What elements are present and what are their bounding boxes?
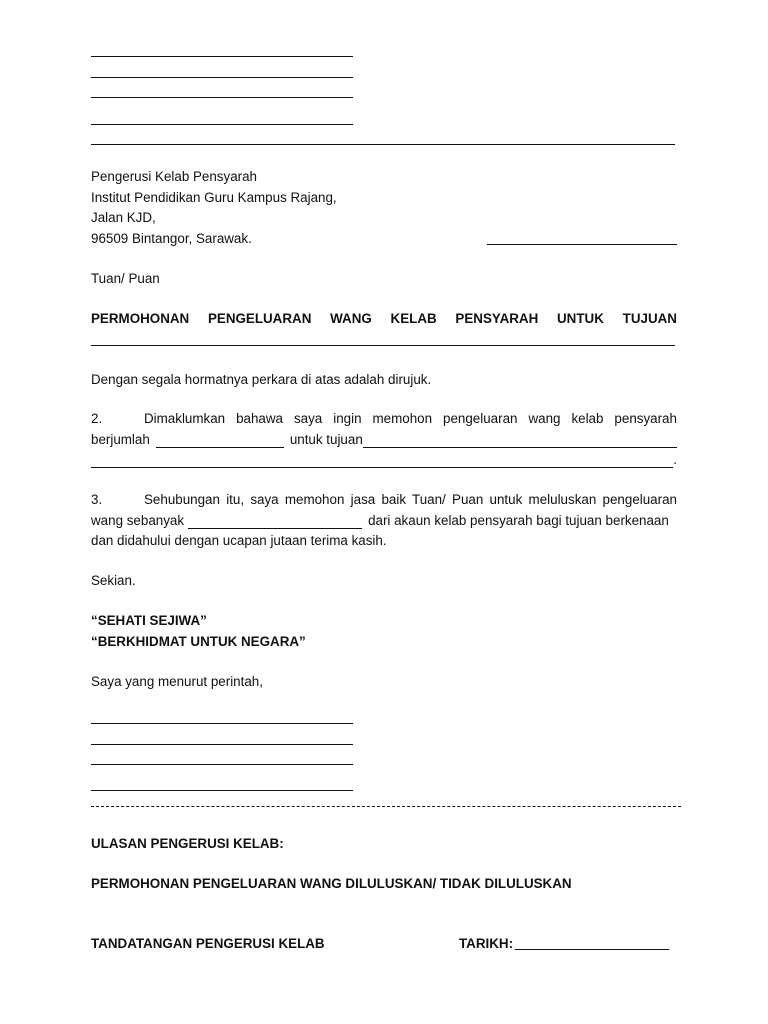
para2-line3 (91, 452, 677, 468)
para2-word: Dimaklumkan (144, 411, 226, 426)
subject-word: PENSYARAH (455, 311, 539, 326)
section-separator (91, 806, 681, 807)
subject-word: UNTUK (557, 311, 604, 326)
sign-off-text: Saya yang menurut perintah, (91, 674, 263, 689)
recipient-street: Jalan KJD, (91, 210, 156, 225)
intro-paragraph: Dengan segala hormatnya perkara di atas adalah dirujuk. (91, 372, 432, 387)
signature-line-1[interactable] (91, 723, 353, 724)
para2-amount-label: berjumlah (91, 432, 150, 447)
para2-word: wang (528, 411, 561, 426)
chairman-comments-label: ULASAN PENGERUSI KELAB: (91, 836, 284, 851)
subject-purpose-line[interactable] (91, 345, 675, 346)
approval-decision-text: PERMOHONAN PENGELUARAN WANG DILULUSKAN/ TIDAK DILULUSKAN (91, 876, 572, 891)
para2-line2 (91, 432, 677, 448)
subject-word: PENGELUARAN (207, 311, 312, 326)
chairman-date-label: TARIKH: (459, 936, 514, 951)
motto-2: “BERKHIDMAT UNTUK NEGARA” (91, 634, 306, 649)
para2-word: saya (293, 411, 323, 426)
para2-number: 2. (91, 411, 103, 426)
subject-word: PERMOHONAN (91, 311, 190, 326)
para3-line1-text: Sehubungan itu, saya memohon jasa baik Tuan/ Puan untuk meluluskan pengeluaran (144, 492, 677, 507)
para2-word: ingin (333, 411, 362, 426)
chairman-date-line[interactable] (515, 949, 669, 950)
subject-word: KELAB (390, 311, 437, 326)
para3-line2-prefix: wang sebanyak (91, 513, 185, 528)
para3-line2 (91, 513, 677, 529)
chairman-signature-label: TANDATANGAN PENGERUSI KELAB (91, 936, 325, 951)
recipient-postcode-city: 96509 Bintangor, Sarawak. (91, 231, 252, 246)
date-line[interactable] (487, 244, 677, 245)
para2-purpose-label: untuk tujuan (289, 432, 363, 447)
para3-number: 3. (91, 492, 103, 507)
recipient-title: Pengerusi Kelab Pensyarah (91, 169, 258, 184)
closing-text: Sekian. (91, 573, 136, 588)
para3-line1 (91, 492, 677, 508)
para3-line2-suffix: dari akaun kelab pensyarah bagi tujuan berkenaan (368, 513, 669, 528)
recipient-institution: Institut Pendidikan Guru Kampus Rajang, (91, 190, 337, 205)
sender-address-line-1[interactable] (91, 56, 353, 57)
signature-line-2[interactable] (91, 744, 353, 745)
sender-address-line-4[interactable] (91, 124, 353, 125)
para2-word: bahawa (236, 411, 283, 426)
salutation: Tuan/ Puan (91, 271, 160, 286)
subject-line (91, 311, 677, 327)
para2-purpose-blank[interactable] (363, 434, 677, 448)
para3-line3: dan didahului dengan ucapan jutaan terima kasih. (91, 533, 387, 548)
signature-line-3[interactable] (91, 764, 353, 765)
header-divider-line (91, 144, 675, 145)
para2-word: memohon (372, 411, 433, 426)
subject-word: WANG (330, 311, 372, 326)
para2-word: kelab (571, 411, 604, 426)
motto-1: “SEHATI SEJIWA” (91, 613, 207, 628)
para2-line1 (91, 411, 677, 427)
sender-address-line-3[interactable] (91, 97, 353, 98)
sender-address-line-2[interactable] (91, 77, 353, 78)
para2-amount-blank[interactable] (156, 434, 284, 448)
para2-word: pengeluaran (443, 411, 518, 426)
signature-line-4[interactable] (91, 790, 353, 791)
para3-amount-blank[interactable] (188, 515, 362, 529)
para2-end-mark: . (673, 452, 677, 467)
para2-word: pensyarah (614, 411, 677, 426)
subject-word: TUJUAN (622, 311, 677, 326)
para2-purpose-continuation-blank[interactable] (91, 454, 673, 468)
